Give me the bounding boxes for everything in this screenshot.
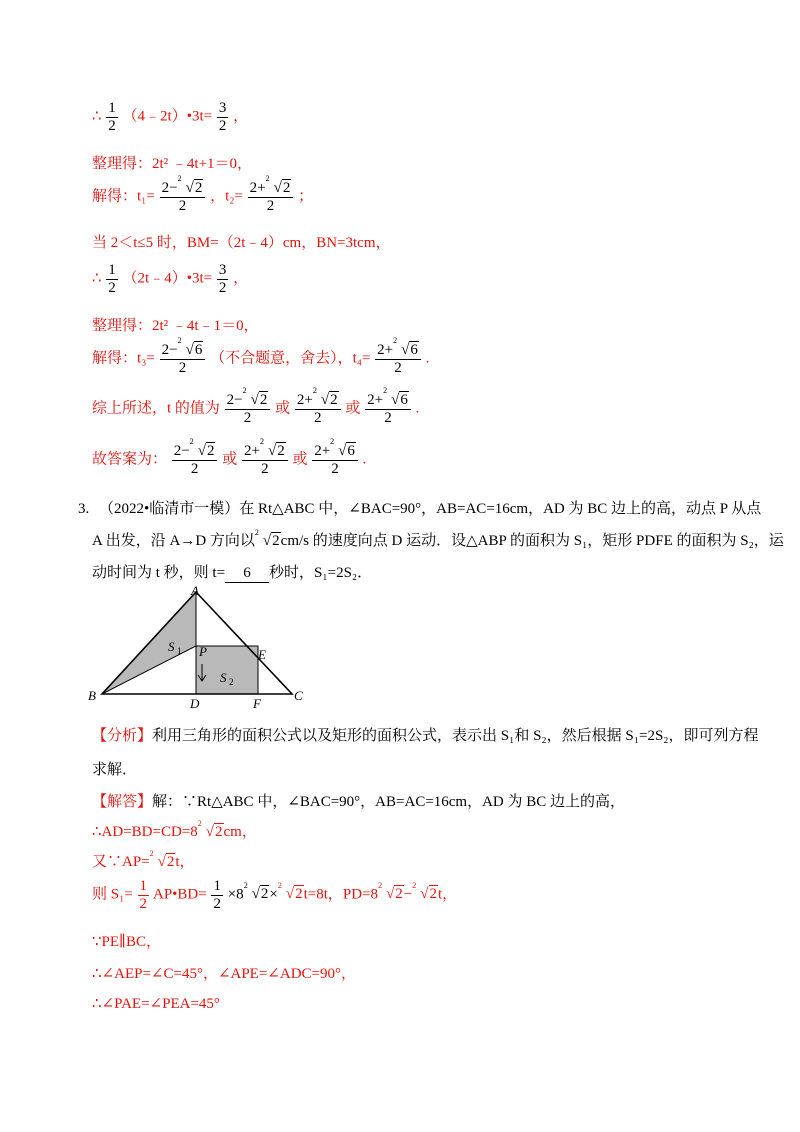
label-b: B xyxy=(88,688,96,703)
solution-line-3: 解得：t₁= 2− 2 √2 2 ，t₂= 2+ 2 √2 2 ； xyxy=(92,174,314,214)
radical: 2 √2 xyxy=(265,174,291,196)
radical: 2 √2 xyxy=(254,528,280,549)
radical: 2 √6 xyxy=(393,336,418,358)
analysis-line-2: 求解． xyxy=(92,762,138,778)
fraction-answer-3: 2+ 2 √6 2 xyxy=(365,392,411,426)
label-p: P xyxy=(199,644,207,659)
fraction-t1: 2− 2 √2 2 xyxy=(160,180,206,214)
geometry-figure xyxy=(86,584,316,708)
fraction-answer-1: 2− 2 √2 2 xyxy=(172,443,218,477)
label-c: C xyxy=(294,688,303,703)
label-s2: S xyxy=(220,670,227,685)
radical: 2 √2 xyxy=(177,174,203,196)
fraction-answer-1: 2− 2 √2 2 xyxy=(225,392,271,426)
solution-step-2: ∴AD=BD=CD=8 2 √2cm， xyxy=(92,819,257,840)
analysis-tag: 【分析】 xyxy=(92,728,153,744)
solution-step-7: ∴∠PAE=∠PEA=45° xyxy=(92,996,220,1012)
solution-summary: 综上所述，t 的值为 2− 2 √2 2 或 2+ 2 √2 2 或 2+ 2 √6 2 . xyxy=(92,386,420,426)
solution-step-3: 又∵AP= 2 √2t， xyxy=(92,849,195,870)
fraction-half: $\frac{1}{2}$ xyxy=(108,100,116,134)
fraction-rhs: $\frac{3}{2}$ xyxy=(218,100,227,134)
fraction-answer-2: 2+ 2 √2 2 xyxy=(242,443,288,477)
solution-step-1: 【解答】解：∵Rt△ABC 中，∠BAC=90°，AB=AC=16cm，AD 为 BC 边上的高， xyxy=(92,794,626,810)
problem-line-2: A 出发，沿 A→D 方向以 2 √2cm/s 的速度向点 D 运动．设△ABP 的面积为 S₁，矩形 PDFE 的面积为 S₂，运 xyxy=(92,528,784,549)
fraction-t4: 2+ 2 √6 2 xyxy=(375,342,421,376)
solution-tag: 【解答】 xyxy=(92,794,153,810)
solution-line-4: 当 2＜t≤5 时，BM=（2t﹣4）cm，BN=3tcm， xyxy=(92,235,391,251)
analysis-line-1: 【分析】利用三角形的面积公式以及矩形的面积公式，表示出 S₁和 S₂，然后根据 S₁=2S₂，即可列方程 xyxy=(92,728,759,744)
fraction-t3: 2− 2 √6 2 xyxy=(160,342,206,376)
therefore-symbol: ∴ xyxy=(92,108,102,125)
problem-number: 3. xyxy=(78,501,90,517)
solution-step-6: ∴∠AEP=∠C=45°，∠APE=∠ADC=90°， xyxy=(92,966,357,982)
radical: 2 √6 xyxy=(177,336,203,358)
solution-line-2: 整理得：2t² ﹣4t+1＝0， xyxy=(92,156,253,172)
label-s1: S xyxy=(168,639,175,654)
solution-line-1: ∴ $\frac{1}{2}$ （4﹣2t）•3t= $\frac{3}{2}$ ， xyxy=(92,100,249,134)
label-s1-sub: 1 xyxy=(177,646,182,656)
fraction-answer-2: 2+ 2 √2 2 xyxy=(295,392,341,426)
fraction-t2: 2+ 2 √2 2 xyxy=(248,180,294,214)
label-f: F xyxy=(253,696,261,708)
fraction-answer-3: 2+ 2 √6 2 xyxy=(312,443,358,477)
label-d: D xyxy=(190,696,200,708)
fraction-half: $\frac{1}{2}$ xyxy=(108,262,116,296)
solution-line-6: 整理得：2t² ﹣4t﹣1＝0， xyxy=(92,318,259,334)
label-a: A xyxy=(191,584,199,598)
solution-line-7: 解得：t₃= 2− 2 √6 2 （不合题意，舍去），t₄= 2+ 2 √6 2 . xyxy=(92,336,430,376)
solution-step-4: 则 S₁= $\frac{1}{2}$ AP•BD= $\frac{1}{2}$ ×8 2 √2× 2 √2t=8t，PD=8 2 √2− 2 √2t， xyxy=(92,878,458,912)
answer-blank: 6 xyxy=(225,565,269,583)
solution-step-5: ∵PE∥BC， xyxy=(92,934,161,950)
solution-line-5: ∴ $\frac{1}{2}$ （2t﹣4）•3t= $\frac{3}{2}$ ， xyxy=(92,262,249,296)
answer-line: 故答案为： 2− 2 √2 2 或 2+ 2 √2 2 或 2+ 2 √6 2 . xyxy=(92,437,367,477)
label-e: E xyxy=(258,647,266,662)
problem-line-1: 3. （2022•临清市一模）在 Rt△ABC 中，∠BAC=90°，AB=AC=16cm，AD 为 BC 边上的高，动点 P 从点 xyxy=(78,501,762,517)
problem-line-3: 动时间为 t 秒，则 t= 6 秒时，S₁=2S₂． xyxy=(92,565,373,581)
equation-text: （4﹣2t）•3t= xyxy=(122,108,213,125)
label-s2-sub: 2 xyxy=(229,677,234,687)
fraction-rhs: $\frac{3}{2}$ xyxy=(218,262,227,296)
